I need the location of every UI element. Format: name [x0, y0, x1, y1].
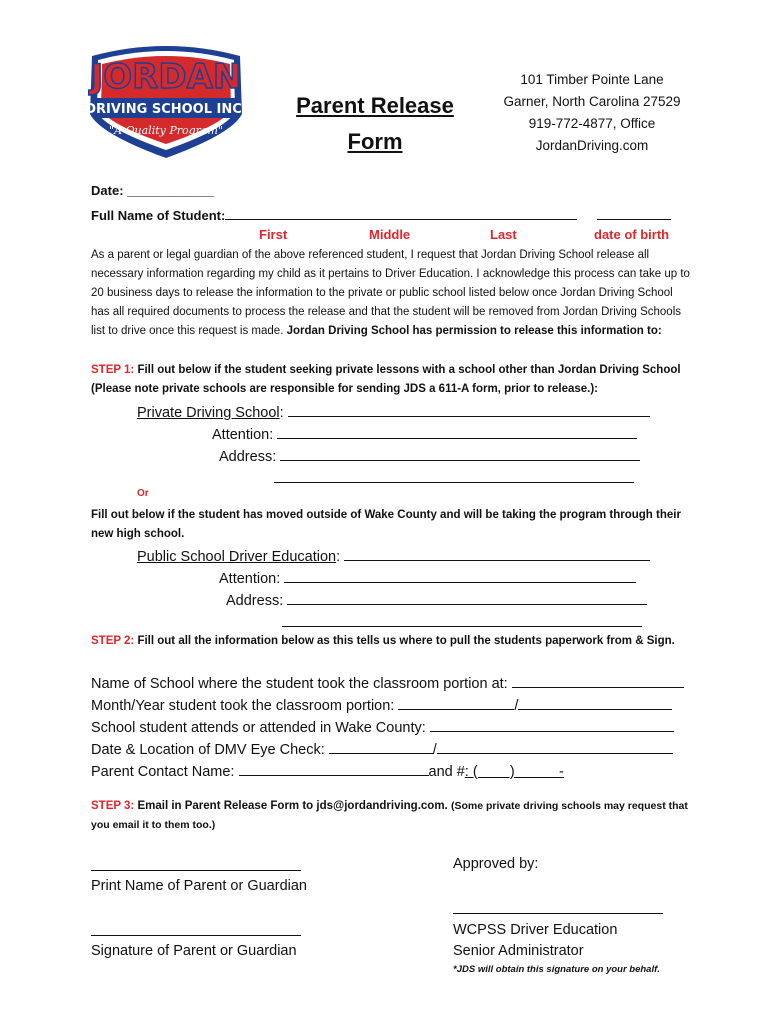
dmv-date-field[interactable] — [329, 739, 433, 754]
student-name-label: Full Name of Student — [91, 208, 221, 223]
private-address-row-2 — [274, 468, 634, 488]
print-name-line-row — [91, 856, 301, 876]
private-address-field-1[interactable] — [280, 446, 640, 461]
title-line-2: Form — [347, 129, 403, 154]
attends-school-field[interactable] — [430, 717, 674, 732]
attends-school-row — [91, 717, 674, 736]
public-address-field-1[interactable] — [287, 590, 647, 605]
form-title — [290, 88, 460, 160]
parent-contact-row — [91, 761, 675, 780]
wcpss-line-1: WCPSS Driver Education — [453, 922, 618, 938]
date-field[interactable]: ____________ — [127, 183, 214, 198]
step3-note: (Some private driving schools may request that you email it to them too.) — [91, 800, 688, 831]
contact-city: Garner, North Carolina 27529 — [503, 94, 681, 109]
signature-label: Signature of Parent or Guardian — [91, 943, 297, 959]
step1-text: Fill out below if the student seeking private lessons with a school other than Jordan Driving School (Please note private schools are responsible for sending JDS a 611-A form, prior to release.): — [91, 364, 681, 395]
private-attention-label: Attention: — [212, 427, 274, 443]
logo-tagline-text: "A Quality Program" — [109, 124, 223, 137]
classroom-school-field[interactable] — [512, 673, 684, 688]
classroom-month-label: Month/Year student took the classroom portion: — [91, 698, 395, 714]
dob-field[interactable] — [597, 205, 671, 220]
private-address-row — [219, 446, 640, 465]
private-attention-row — [212, 424, 637, 443]
step2-text: Fill out all the information below as this tells us where to pull the students paperwork from & Sign. — [137, 635, 675, 647]
public-paragraph — [91, 506, 691, 544]
classroom-school-label: Name of School where the student took the classroom portion at: — [91, 676, 508, 692]
signature-field[interactable] — [91, 921, 301, 936]
intro-paragraph — [91, 246, 691, 341]
public-text: Fill out below if the student has moved outside of Wake County and will be taking the program through their new high school. — [91, 509, 681, 540]
approver-footnote: *JDS will obtain this signature on your behalf. — [453, 964, 660, 975]
step3-text: Email in Parent Release Form to jds@jordandriving.com. — [137, 800, 448, 812]
private-school-row: Private Driving School: — [137, 402, 650, 421]
wcpss-line-2: Senior Administrator — [453, 943, 584, 959]
print-name-label: Print Name of Parent or Guardian — [91, 878, 307, 894]
public-school-row: Public School Driver Education: — [137, 546, 650, 565]
public-school-label: Public School Driver Education — [137, 549, 337, 565]
date-row: Date: ____________ — [91, 183, 214, 198]
step3-paragraph — [91, 797, 691, 835]
public-address-field-2[interactable] — [282, 612, 642, 627]
sublabel-last: Last — [490, 227, 517, 242]
private-school-field[interactable] — [288, 402, 650, 417]
contact-phone: 919-772-4877, Office — [528, 116, 656, 131]
public-attention-label: Attention: — [219, 571, 281, 587]
parent-contact-field[interactable] — [239, 761, 429, 776]
public-address-label: Address: — [226, 593, 284, 609]
step1-label: STEP 1: — [91, 364, 135, 376]
dmv-check-label: Date & Location of DMV Eye Check: — [91, 742, 325, 758]
logo-school-text: DRIVING SCHOOL INC. — [85, 102, 247, 117]
dmv-location-field[interactable] — [437, 739, 673, 754]
print-name-field[interactable] — [91, 856, 301, 871]
classroom-month-row: Month/Year student took the classroom portion: / — [91, 695, 672, 714]
parent-phone-field[interactable]: : ( ) - — [464, 764, 564, 780]
classroom-year-field[interactable] — [518, 695, 672, 710]
contact-street: 101 Timber Pointe Lane — [520, 72, 664, 87]
public-attention-row — [219, 568, 636, 587]
date-label: Date — [91, 183, 120, 198]
step1-paragraph — [91, 361, 691, 399]
step3-label: STEP 3: — [91, 800, 135, 812]
approver-signature-field[interactable] — [453, 899, 663, 914]
student-name-row: Full Name of Student: — [91, 205, 671, 223]
sublabel-first: First — [259, 227, 288, 242]
logo-brand-text: JORDAN — [90, 57, 242, 97]
parent-contact-label: Parent Contact Name: — [91, 764, 235, 780]
or-label: Or — [137, 488, 149, 499]
student-name-field[interactable] — [225, 205, 577, 220]
sublabel-middle: Middle — [369, 227, 411, 242]
classroom-school-row — [91, 673, 684, 692]
public-attention-field[interactable] — [284, 568, 636, 583]
private-address-label: Address: — [219, 449, 277, 465]
public-school-field[interactable] — [344, 546, 650, 561]
dmv-check-row: Date & Location of DMV Eye Check: / — [91, 739, 673, 758]
intro-bold-text: Jordan Driving School has permission to release this information to: — [286, 325, 662, 337]
sublabel-dob: date of birth — [594, 227, 670, 242]
attends-school-label: School student attends or attended in Wake County: — [91, 720, 426, 736]
public-address-row-2 — [282, 612, 642, 632]
intro-text: As a parent or legal guardian of the above referenced student, I request that Jordan Driving School release all necessary information regarding my child as it pertains to Driver Education. I acknowledge this process can take up to 20 business days to release the information to the private or public school listed below once Jordan Driving School has all required documents to process the release and that the student will be removed from Jordan Driving Schools list to drive once this request is made. — [91, 249, 690, 337]
signature-line-row — [91, 921, 301, 941]
classroom-month-field[interactable] — [398, 695, 514, 710]
contact-web: JordanDriving.com — [535, 138, 649, 153]
jordan-logo — [82, 36, 250, 160]
private-school-label: Private Driving School — [137, 405, 280, 421]
parent-phone-label: and # — [428, 764, 465, 780]
contact-block — [492, 69, 692, 157]
step2-paragraph — [91, 632, 691, 651]
approved-by-label: Approved by: — [453, 856, 539, 872]
private-address-field-2[interactable] — [274, 468, 634, 483]
step2-label: STEP 2: — [91, 635, 135, 647]
private-attention-field[interactable] — [277, 424, 637, 439]
approver-line-row — [453, 899, 663, 919]
public-address-row — [226, 590, 647, 609]
title-line-1: Parent Release — [296, 93, 454, 118]
